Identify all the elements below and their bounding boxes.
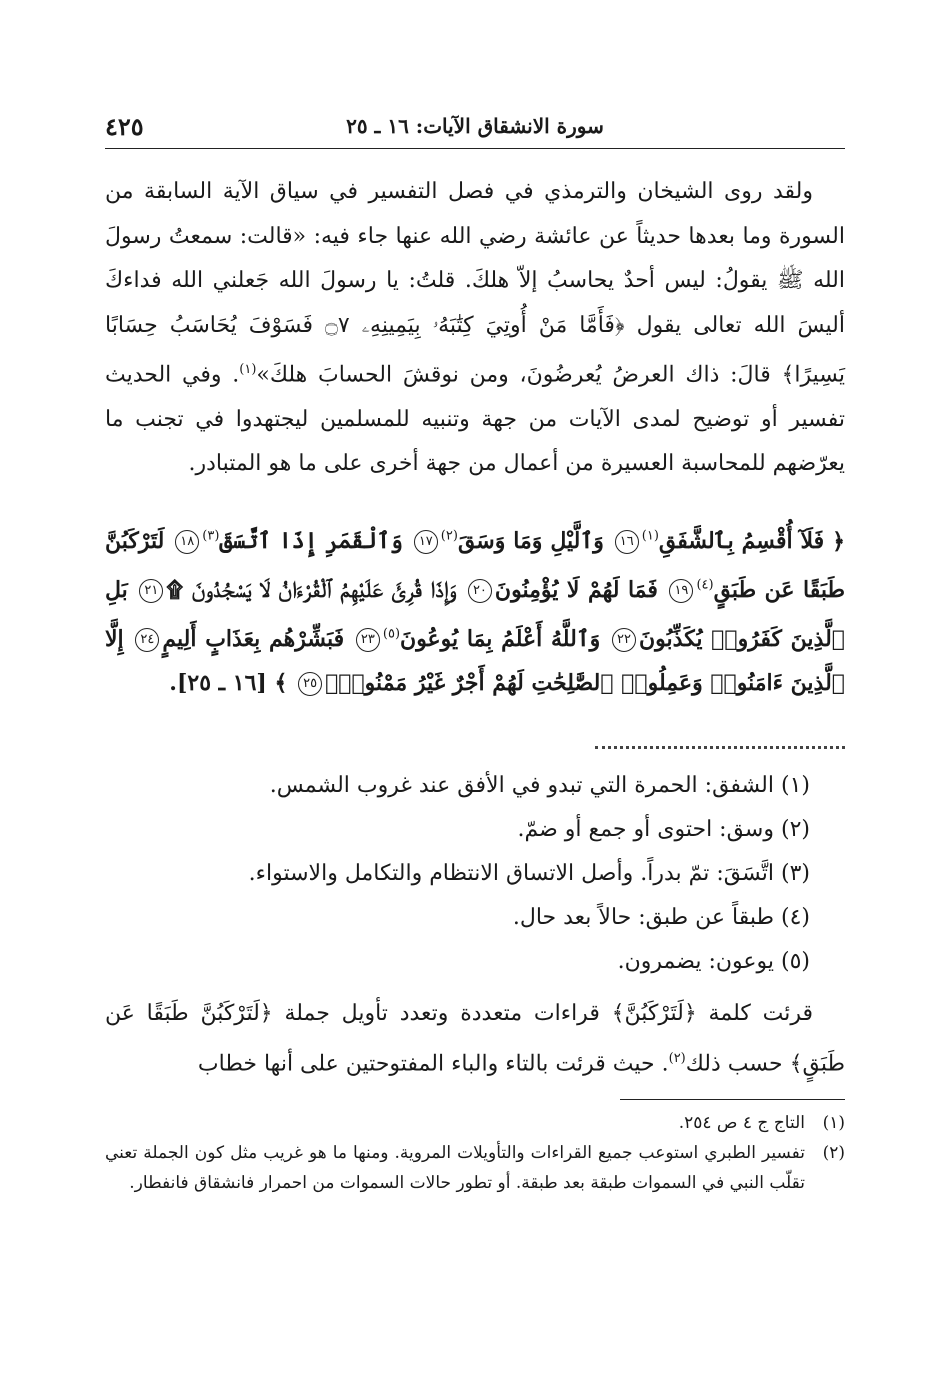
verse-23	[353, 626, 600, 652]
gloss-item: (١) الشفق: الحمرة التي تبدو في الأفق عند غروب الشمس.	[269, 773, 810, 798]
paragraph-text	[105, 170, 845, 487]
footnote-1	[105, 1108, 845, 1138]
footnote-rule	[620, 1099, 845, 1100]
gloss-item: (٤) طبقاً عن طبق: حالاً بعد حال.	[512, 905, 810, 930]
verse-number-marker: ٢٠	[468, 579, 492, 603]
verse-21	[136, 577, 456, 603]
verse-number-marker: ٢١	[139, 579, 163, 603]
footnote-number: (١)	[822, 1113, 845, 1133]
verse-text: إِلَّا ٱلَّذِينَ ءَامَنُوا۟ وَعَمِلُوا۟ ٱلصَّٰلِحَٰتِ لَهُمْ أَجْرٌ غَيْرُ مَمْنُونٍۭ	[105, 625, 845, 697]
ornate-bracket-close: ﴾	[274, 670, 288, 697]
verse-24	[132, 626, 344, 652]
verse-text: وَٱلْقَمَرِ إِذَا ٱتَّسَقَ	[219, 528, 403, 555]
page-number: ٤٢٥	[105, 112, 144, 141]
verse-20	[465, 577, 658, 603]
ornate-bracket-open: ﴿	[832, 528, 845, 555]
paragraph-text	[105, 992, 845, 1086]
verse-17	[411, 528, 604, 554]
footnotes	[105, 1108, 845, 1198]
paragraph-tail: . وفي الحديث تفسير أو توضيح لمدى الآيات من جهة وتنبيه للمسلمين ليجتهدوا في تجنب ما يعرّضهم للمحاسبة العسيرة من أعمال من جهة أخرى على ما هو المتبادر.	[105, 362, 845, 477]
verse-number-marker: ٢٤	[135, 628, 159, 652]
footnote-number: (٢)	[822, 1143, 845, 1163]
verse-range: [١٦ ـ ٢٥].	[169, 670, 267, 697]
footnote-ref: (٥)	[382, 626, 401, 642]
running-title: سورة الانشقاق الآيات: ١٦ ـ ٢٥	[346, 114, 604, 138]
page-header	[105, 112, 845, 149]
footnote-ref: (١)	[641, 529, 659, 544]
gloss-item: (٥) يوعون: يضمرون.	[617, 949, 810, 974]
verse-text: فَلَآ أُقْسِمُ بِٱلشَّفَقِ	[658, 528, 825, 555]
verse-number-marker: ٢٣	[356, 628, 380, 652]
footnote-ref: (٤)	[696, 577, 714, 593]
verse-number-marker: ١٨	[175, 530, 199, 554]
footnote-text: تفسير الطبري استوعب جميع القراءات والتأويلات المروية. ومنها ما هو غريب مثل كون الجملة تعني تقلّب النبي في السموات طبقة بعد طبقة. أو تطور حالات السموات من احمرار فانشقاق فانفطار.	[105, 1143, 805, 1193]
footnote-ref: (٢)	[440, 529, 458, 544]
quran-verses-block	[105, 515, 845, 706]
glossary-list	[105, 764, 845, 984]
verse-text: وَإِذَا قُرِئَ عَلَيْهِمُ ٱلْقُرْءَانُ لَا يَسْجُدُونَ ۩	[166, 577, 457, 604]
gloss-item: (٣) اتَّسَقَ: تمّ بدراً. وأصل الاتساق الانتظام والتكامل والاستواء.	[248, 861, 810, 886]
verse-number-marker: ١٦	[615, 530, 639, 554]
verse-number-marker: ١٧	[414, 530, 438, 554]
commentary-paragraph-1	[105, 170, 845, 487]
verse-16	[612, 528, 824, 554]
commentary-paragraph-2	[105, 992, 845, 1086]
footnote-2	[105, 1138, 845, 1198]
verse-number-marker: ٢٥	[298, 672, 322, 696]
footnote-ref: (١)	[239, 362, 257, 377]
verse-18	[172, 528, 403, 554]
paragraph-tail: . حيث قرئت بالتاء والباء المفتوحتين على أنها خطاب	[197, 1050, 669, 1076]
verse-text: لَتَرْكَبُنَّ طَبَقًا عَن طَبَقٍ	[105, 528, 845, 604]
paragraph-main: ولقد روى الشيخان والترمذي في فصل التفسير في سياق الآية السابقة من السورة وما بعدها حديثاً عن عائشة رضي الله عنها جاء فيه: «قالت: سمعتُ رسولَ الله ﷺ يقولُ: ليس أحدٌ يحاسبُ إلاّ هلكَ. قلتُ: يا رسولَ الله جَعلني الله فداءكَ أليسَ الله تعالى يقول ﴿فَأَمَّا مَنْ أُوتِيَ كِتَٰبَهُۥ بِيَمِينِهِۦ ۝٧ فَسَوْفَ يُحَاسَبُ حِسَابًا يَسِيرًا﴾ قالَ: ذاك العرضُ يُعرضُونَ، ومن نوقشَ الحسابَ هلكَ»	[105, 179, 845, 388]
footnote-text: التاج ج ٤ ص ٢٥٤.	[678, 1113, 805, 1133]
verse-text: بَلِ ٱلَّذِينَ كَفَرُوا۟ يُكَذِّبُونَ	[105, 577, 845, 652]
verse-number-marker: ٢٢	[612, 628, 636, 652]
verses-line	[105, 515, 845, 706]
verse-text: فَبَشِّرْهُم بِعَذَابٍ أَلِيمٍ	[162, 625, 345, 652]
verse-text: وَٱللَّهُ أَعْلَمُ بِمَا يُوعُونَ	[400, 625, 601, 652]
paragraph-main: قرئت كلمة ﴿لَتَرْكَبُنَّ﴾ قراءات متعددة وتعدد تأويل جملة ﴿لَتَرْكَبُنَّ طَبَقًا عَن طَبَقٍ﴾ حسب ذلك	[105, 1001, 845, 1076]
verse-text: فَمَا لَهُمْ لَا يُؤْمِنُونَ	[494, 577, 658, 604]
dotted-separator	[595, 746, 845, 749]
gloss-item: (٢) وسق: احتوى أو جمع أو ضمّ.	[517, 817, 810, 842]
verse-text: وَٱلَّيْلِ وَمَا وَسَقَ	[457, 528, 604, 555]
verse-number-marker: ١٩	[669, 579, 693, 603]
footnote-ref: (٢)	[668, 1050, 686, 1066]
footnote-ref: (٣)	[202, 529, 220, 544]
